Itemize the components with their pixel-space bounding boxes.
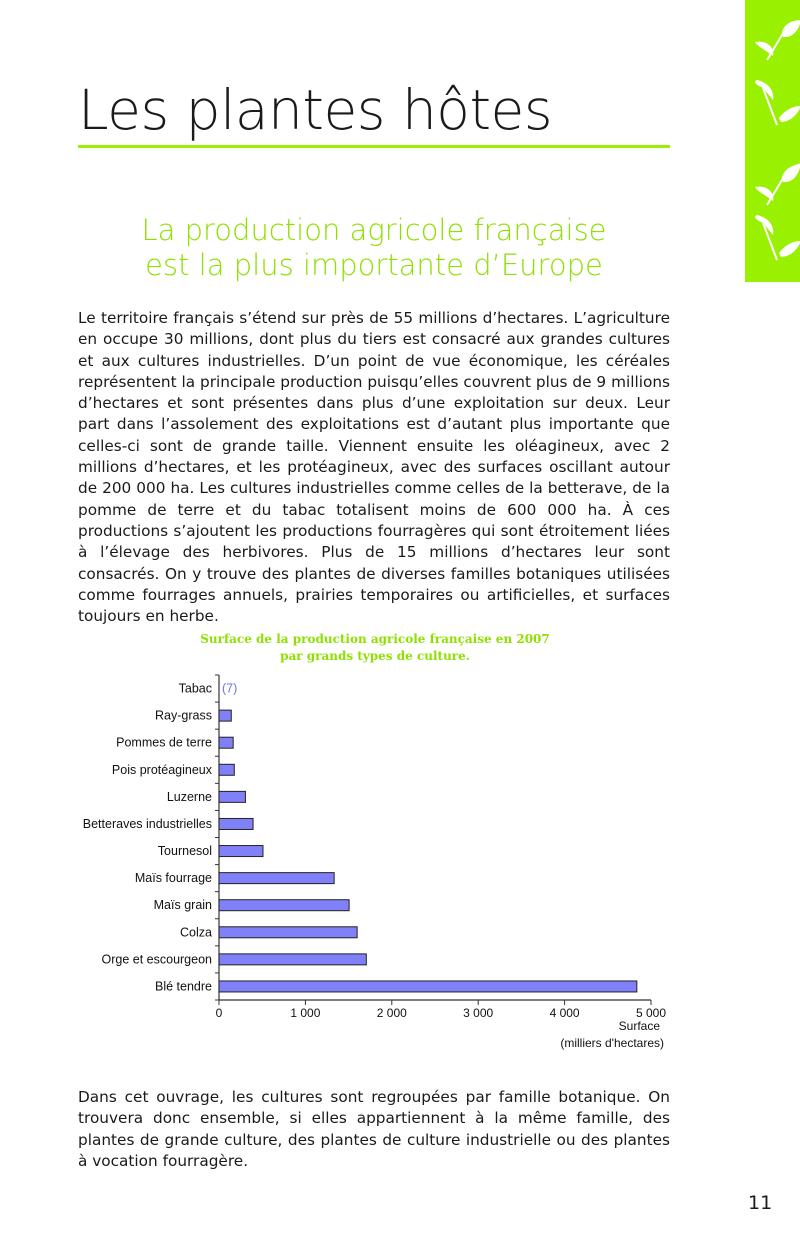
intro-paragraph: Le territoire français s’étend sur près de 55 millions d’hectares. L’agriculture en occupe 30 millions, dont plus du tiers est consacré aux grandes cultures et aux cultures industrielles. D’un point de vue économique, les céréales représentent la principale production puisqu’elles couvrent plus de 9 millions d’hectares et sont présentes dans plus d’une exploitation sur deux. Leur part dans l’assolement des exploitations est d’autant plus importante que celles-ci sont de grande taille. Viennent ensuite les oléagineux, avec 2 millions d’hectares, et les protéagineux, avec des surfaces oscillant autour de 200 000 ha. Les cultures industrielles comme celles de la betterave, de la pomme de terre et du tabac totalisent moins de 600 000 ha. À ces productions s’ajoutent les productions fourragères qui sont étroitement liées à l’élevage des herbivores. Plus de 15 millions d’hectares leur sont consacrés. On y trouve des plantes de diverses familles botaniques utilisées comme fourrages annuels, prairies temporaires ou artificielles, et surfaces toujours en herbe. — [78, 309, 670, 626]
x-axis-label: Surface — [618, 1019, 660, 1033]
bar — [219, 927, 357, 938]
subtitle-line: La production agricole française — [141, 213, 607, 247]
x-tick-label: 3 000 — [463, 1006, 494, 1020]
category-label: Ray-grass — [155, 708, 212, 723]
closing-paragraph: Dans cet ouvrage, les cultures sont regroupées par famille botanique. On trouvera donc ensemble, si elles appartiennent à la même famille, des plantes de grande culture, des plantes de culture industrielle ou des plantes à vocation fourragère. — [78, 1088, 670, 1170]
x-axis-label: (milliers d'hectares) — [560, 1036, 664, 1050]
x-tick-label: 0 — [215, 1006, 223, 1020]
bar — [219, 900, 349, 911]
category-label: Tabac — [178, 681, 212, 696]
bar — [219, 791, 245, 802]
bar — [219, 846, 263, 857]
page-number: 11 — [748, 1192, 773, 1214]
x-tick-label: 1 000 — [290, 1006, 321, 1020]
bar — [219, 737, 233, 748]
category-label: Tournesol — [157, 844, 212, 859]
category-label: Betteraves industrielles — [82, 816, 212, 831]
x-tick-label: 2 000 — [376, 1006, 407, 1020]
category-label: Blé tendre — [155, 979, 212, 994]
bar-annotation: (7) — [222, 681, 238, 696]
x-tick-label: 4 000 — [549, 1006, 580, 1020]
category-label: Pois protéagineux — [111, 762, 212, 777]
bar — [219, 818, 253, 829]
bar — [219, 954, 366, 965]
category-label: Colza — [180, 925, 212, 940]
x-tick-label: 5 000 — [635, 1006, 667, 1020]
category-label: Pommes de terre — [116, 735, 212, 750]
category-label: Luzerne — [166, 789, 212, 804]
bar — [219, 981, 637, 992]
category-label: Maïs fourrage — [134, 871, 212, 886]
category-label: Maïs grain — [153, 898, 212, 913]
bar — [219, 764, 234, 775]
chart-title-line: Surface de la production agricole française en 2007 — [200, 632, 550, 646]
subtitle-line: est la plus importante d’Europe — [145, 248, 603, 282]
chart-title-line: par grands types de culture. — [280, 649, 470, 663]
bar — [219, 873, 334, 884]
page-title: Les plantes hôtes — [78, 78, 553, 142]
bar — [219, 710, 231, 721]
category-label: Orge et escourgeon — [101, 952, 212, 967]
